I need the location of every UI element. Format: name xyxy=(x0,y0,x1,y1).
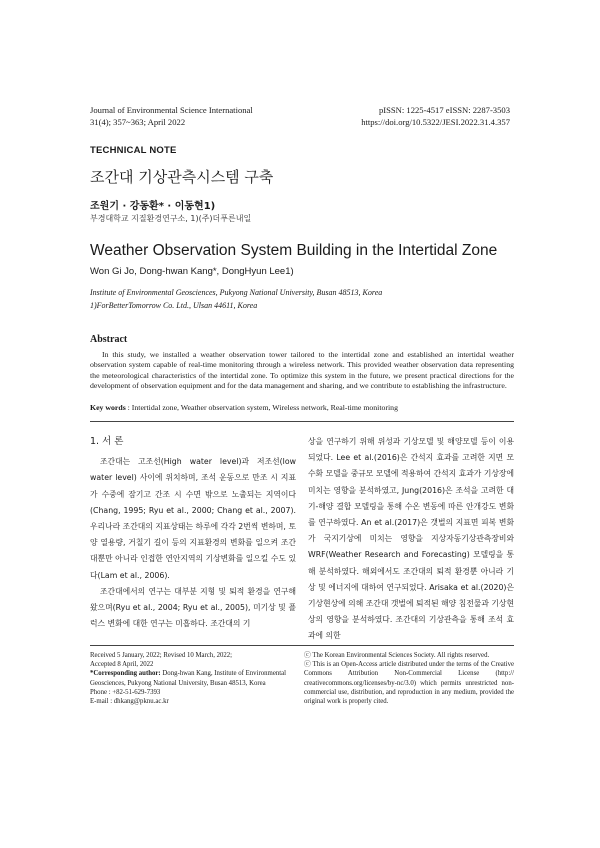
journal-name: Journal of Environmental Science International xyxy=(90,105,253,115)
issn: pISSN: 1225-4517 eISSN: 2287-3503 xyxy=(378,105,510,115)
divider xyxy=(90,421,514,422)
english-authors: Won Gi Jo, Dong-hwan Kang*, DongHyun Lee1) xyxy=(90,266,294,277)
accepted-date: Accepted 8 April, 2022 xyxy=(90,661,154,669)
footer-divider xyxy=(90,645,514,646)
korean-authors: 조원기 · 강동환* · 이동현1) xyxy=(90,201,216,212)
korean-title: 조간대 기상관측시스템 구축 xyxy=(90,168,274,186)
abstract-text: In this study, we installed a weather observation tower tailored to the intertidal zone and established an intertidal weather observation system capable of real-time monitoring through a wireless network. This provided weather observation data representing the meteorological characteristics of the intertidal zone. To optimize this system in the future, we present practical directions for the development of observation equipment and for the data management and sharing, and we contribute to establishing the infrastructure. xyxy=(90,350,514,391)
korean-affiliation: 부경대학교 지질환경연구소, 1)(주)더푸른내일 xyxy=(90,214,252,223)
affiliation-1: Institute of Environmental Geosciences, Pukyong National University, Busan 48513, Korea xyxy=(90,288,383,297)
keywords-label: Key words xyxy=(90,403,126,412)
doi-link[interactable]: https://doi.org/10.5322/JESI.2022.31.4.357 xyxy=(361,117,510,127)
section-heading: 1. 서 론 xyxy=(90,436,124,447)
journal-volume: 31(4); 357~363; April 2022 xyxy=(90,117,186,127)
corresponding-author xyxy=(90,669,300,687)
keywords-list: : Intertidal zone, Weather observation system, Wireless network, Real-time monitoring xyxy=(125,403,398,412)
corresponding-text: Dong-hwan Kang, Institute of Environmental Geosciences, Pukyong National University, Busan 48513, Korea xyxy=(90,670,287,687)
copyright: ⓒ The Korean Environmental Sciences Society. All rights reserved. xyxy=(304,652,490,659)
article-type: TECHNICAL NOTE xyxy=(90,145,177,156)
body-column-left xyxy=(90,434,296,632)
paragraph: 상을 연구하기 위해 위성과 기상모델 및 해양모델 등이 이용되었다. Lee et al.(2016)은 간석지 효과를 고려한 지면 모수화 모델을 중규모 모델에 적용하여 간석지 효과가 기상장에 미치는 영향을 분석하였고, Jung(2016)은 조석을 고려한 대기-해양 결합 모델링을 통해 수온 변동에 따른 안개강도 변화를 연구하였다. An et al.(2017)은 갯벌의 지표면 피복 변화가 국지기상에 미치는 영향을 지상자동기상관측장비와 WRF(Weather Research and Forecasting) 모델링을 통해 분석하였다. 해외에서도 조간대의 퇴적 환경뿐 아니라 기상 및 에너지에 대하여 연구되었다. Arisaka et al.(2020)은 기상현상에 의해 조간대 갯벌에 퇴적된 해양 침전물과 기상현상의 영향을 분석하였다. 조간대의 기상관측을 통해 조석 효과에 의한 xyxy=(308,437,514,641)
license-text: ⓒ This is an Open-Access article distributed under the terms of the Creative Commons Attribution Non-Commercial License (http:// creativecommons.org/licenses/by-nc/3.0) which permits unrestricted non-commercial use, distribution, and reproduction in any medium, provided the original work is properly cited. xyxy=(304,661,514,706)
abstract-heading: Abstract xyxy=(90,334,128,345)
body-column-right xyxy=(308,434,514,645)
paragraph: 조간대는 고조선(High water level)과 저조선(low water level) 사이에 위치하며, 조석 운동으로 만조 시 지표가 수중에 잠기고 간조 시 수면 밖으로 노출되는 지역이다(Chang, 1995; Ryu et al., 2000; Chang et al., 2007). 우리나라 조간대의 지표상태는 하루에 각각 2번씩 변하며, 토양 열용량, 거칠기 길이 등의 지표환경의 변화를 일으켜 조간대뿐만 아니라 인접한 연안지역의 기상변화를 일으킬 수도 있다(Lam et al., 2006). xyxy=(90,457,296,580)
journal-citation xyxy=(90,104,253,128)
issn-doi xyxy=(361,104,510,128)
paragraph: 조간대에서의 연구는 대부분 지형 및 퇴적 환경을 연구해 왔으며(Ryu et al., 2004; Ryu et al., 2005), 미기상 및 플럭스 변화에 대한 연구는 미흡하다. 조간대의 기 xyxy=(90,586,296,629)
phone: Phone : +82-51-629-7393 xyxy=(90,688,161,696)
keywords xyxy=(90,403,398,412)
received-dates: Received 5 January, 2022; Revised 10 March, 2022; xyxy=(90,652,233,659)
affiliation-2: 1)ForBetterTomorrow Co. Ltd., Ulsan 44611, Korea xyxy=(90,301,258,310)
email[interactable]: E-mail : dhkang@pknu.ac.kr xyxy=(90,698,169,706)
footer-license xyxy=(304,651,514,706)
english-title: Weather Observation System Building in the Intertidal Zone xyxy=(90,242,498,259)
corresponding-label: *Corresponding author: xyxy=(90,670,161,678)
footer-article-info xyxy=(90,651,300,706)
english-affiliation xyxy=(90,286,382,312)
